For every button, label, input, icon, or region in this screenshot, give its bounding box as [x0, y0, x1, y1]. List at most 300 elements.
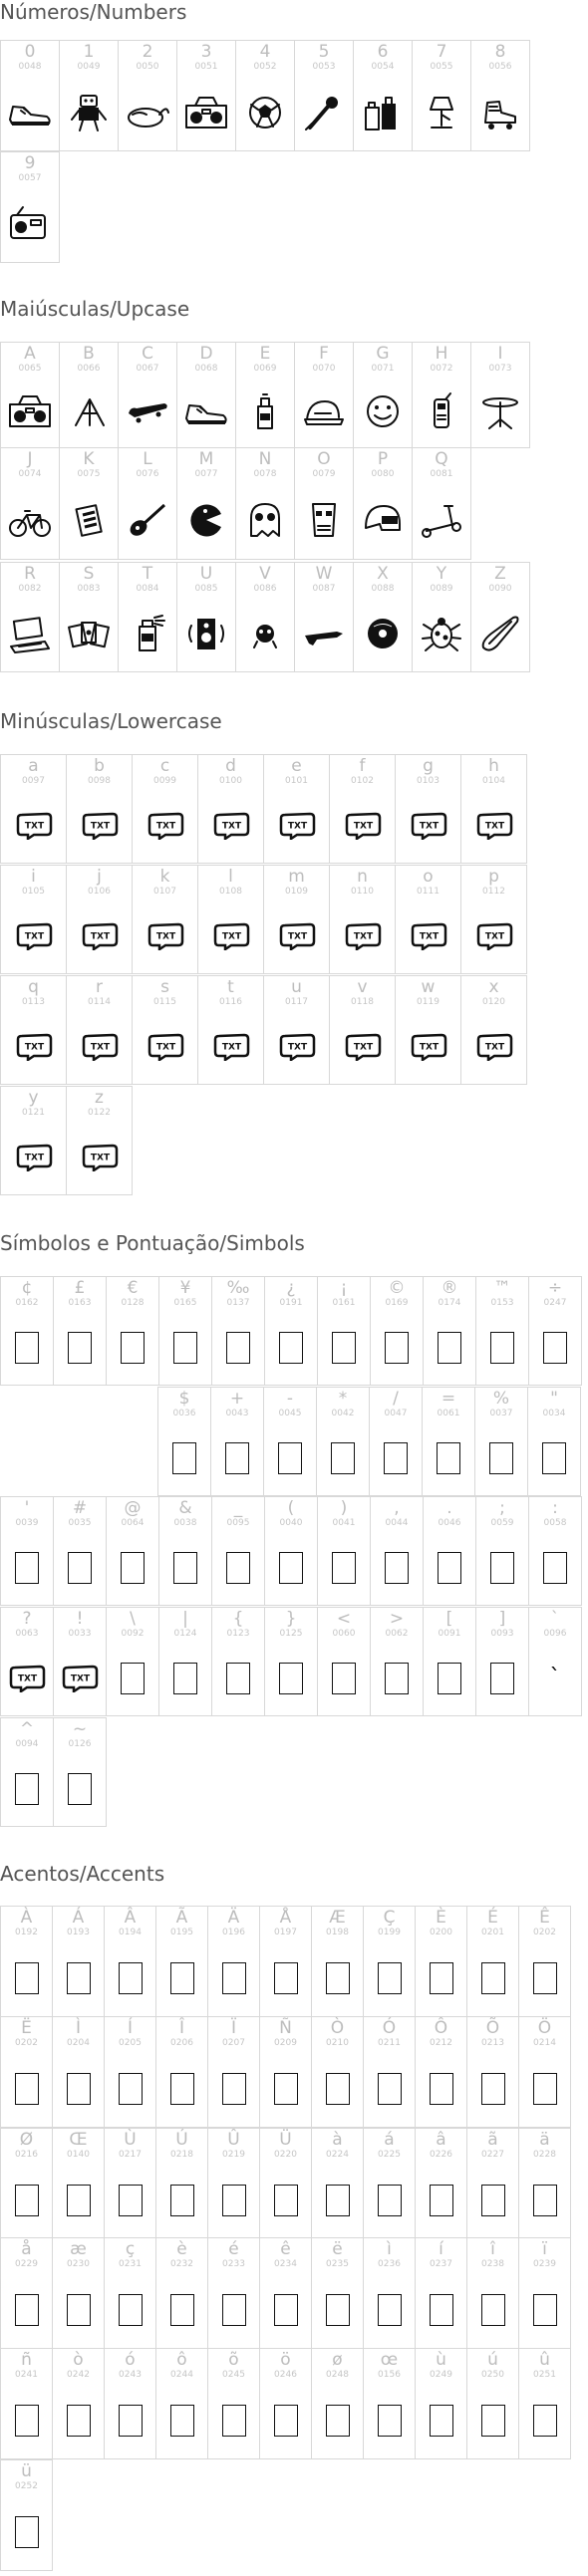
character-code: 0061 [437, 1409, 460, 1418]
character-code: 0246 [274, 2370, 297, 2380]
character-cell [518, 1906, 571, 2017]
character-label: å [21, 2239, 32, 2259]
missing-glyph-box [476, 1648, 528, 1709]
character-code: 0059 [490, 1518, 514, 1528]
character-cell [211, 1607, 265, 1716]
character-code: 0068 [194, 364, 218, 374]
character-label: œ [380, 2350, 399, 2370]
character-cell [0, 1086, 67, 1195]
missing-glyph-box [105, 2389, 155, 2452]
character-label: á [384, 2130, 395, 2150]
missing-glyph-box [212, 1537, 264, 1599]
character-cell [197, 754, 264, 864]
character-cell [263, 865, 330, 974]
glyph-box [490, 1552, 514, 1584]
character-label: Z [494, 564, 506, 584]
character-code: 0161 [332, 1298, 356, 1308]
glyph-box [15, 2516, 39, 2548]
glyph-box [378, 2405, 402, 2437]
character-code: 0043 [225, 1409, 249, 1418]
character-code: 0193 [67, 1928, 90, 1937]
character-label: ê [280, 2239, 291, 2259]
character-code: 0095 [226, 1518, 250, 1528]
character-cell [118, 40, 177, 151]
character-cell [466, 2016, 519, 2128]
glyph-box [67, 1962, 91, 1994]
glyph-box [533, 1962, 557, 1994]
missing-glyph-box [424, 1537, 475, 1599]
missing-glyph-box [312, 1946, 363, 2010]
missing-glyph-box [54, 1758, 106, 1820]
logo-badge-icon [198, 795, 263, 857]
character-cell [155, 2128, 208, 2239]
character-code: 0083 [77, 584, 101, 594]
character-cell [0, 562, 60, 672]
glyph-box [385, 1332, 409, 1364]
character-label: Y [436, 564, 447, 584]
character-label: ï [542, 2239, 547, 2259]
character-label: ú [487, 2350, 498, 2370]
character-cell [395, 975, 461, 1085]
character-label: Ú [175, 2130, 188, 2150]
missing-glyph-box [260, 2389, 311, 2452]
character-code: 0216 [15, 2150, 38, 2160]
character-cell [259, 1906, 312, 2017]
glyph-box [15, 1962, 39, 1994]
missing-glyph-box [519, 2169, 570, 2232]
character-code: 0045 [278, 1409, 302, 1418]
character-label: S [83, 564, 95, 584]
svg-text:TXT: TXT [353, 931, 373, 942]
glyph-box [222, 1962, 246, 1994]
character-label: ä [539, 2130, 550, 2150]
glyph-box [119, 2185, 143, 2216]
glyph-box [278, 1442, 302, 1474]
logo-badge-icon [461, 905, 526, 967]
missing-glyph-box [156, 2389, 207, 2452]
character-label: d [225, 756, 236, 776]
missing-glyph-box [156, 2169, 207, 2232]
character-label: ® [441, 1278, 458, 1298]
character-cell [259, 2016, 312, 2128]
glyph-box [226, 1663, 250, 1694]
logo-badge-icon [133, 905, 197, 967]
cymbal-icon [471, 381, 529, 441]
character-cell [0, 2348, 53, 2459]
missing-glyph-box [364, 2057, 415, 2121]
character-cell [329, 975, 396, 1085]
missing-glyph-box [416, 2278, 466, 2342]
character-cell [157, 1387, 211, 1496]
character-cell [353, 447, 413, 560]
character-cell [412, 447, 471, 560]
missing-glyph-box [1, 1946, 52, 2010]
glyph-box [67, 2405, 91, 2437]
character-code: 0047 [384, 1409, 408, 1418]
character-label: Ò [330, 2018, 345, 2038]
missing-glyph-box [265, 1317, 317, 1379]
character-code: 0116 [219, 997, 242, 1007]
character-code: 0065 [18, 364, 42, 374]
glyph-box [533, 2405, 557, 2437]
character-cell [118, 342, 177, 448]
character-label: ? [22, 1609, 32, 1629]
character-cell [311, 2237, 364, 2349]
character-cell [475, 1496, 529, 1606]
missing-glyph-box [1, 1537, 53, 1599]
missing-glyph-box [105, 2169, 155, 2232]
character-cell [263, 975, 330, 1085]
character-code: 0107 [153, 887, 176, 897]
character-cell [264, 1607, 318, 1716]
glyph-box [332, 1332, 356, 1364]
character-cell [155, 1906, 208, 2017]
character-label: ø [332, 2350, 343, 2370]
character-label: ü [21, 2461, 32, 2481]
missing-glyph-box [260, 1946, 311, 2010]
glyph-box [222, 2405, 246, 2437]
glyph-box [430, 1962, 453, 1994]
character-label: [ [445, 1609, 453, 1629]
character-cell [197, 865, 264, 974]
character-cell [59, 40, 119, 151]
character-label: A [24, 344, 36, 364]
missing-glyph-box [364, 2389, 415, 2452]
logo-badge-icon [67, 1016, 132, 1078]
boombox-icon [177, 81, 235, 144]
soccer-ball-icon [236, 81, 294, 144]
glyph-box [533, 2294, 557, 2326]
glyph-box [326, 2405, 350, 2437]
glyph-box [222, 2294, 246, 2326]
character-cell [104, 2348, 156, 2459]
character-cell [370, 1276, 424, 1386]
character-label: ¢ [21, 1278, 33, 1298]
character-code: 0049 [77, 62, 101, 72]
svg-text:TXT: TXT [24, 1153, 44, 1163]
logo-badge-icon [264, 905, 329, 967]
character-label: Â [124, 1908, 137, 1928]
character-label: X [377, 564, 389, 584]
character-label: + [229, 1389, 245, 1409]
svg-text:TXT: TXT [287, 1042, 307, 1053]
character-cell [132, 865, 198, 974]
glyph-box [119, 2294, 143, 2326]
character-cell [466, 1906, 519, 2017]
character-cell [0, 1717, 54, 1827]
character-cell [423, 1496, 476, 1606]
missing-glyph-box [467, 2057, 518, 2121]
character-code: 0162 [15, 1298, 39, 1308]
glyph-box [378, 2294, 402, 2326]
character-cell [66, 975, 133, 1085]
character-cell [106, 1607, 159, 1716]
guitar-icon [119, 486, 176, 553]
character-code: 0118 [351, 997, 374, 1007]
character-cell [207, 1906, 260, 2017]
svg-text:TXT: TXT [221, 931, 241, 942]
character-cell [474, 1387, 528, 1496]
character-code: 0123 [226, 1629, 250, 1639]
character-code: 0039 [15, 1518, 39, 1528]
character-code: 0109 [285, 887, 308, 897]
glyph-box [15, 1773, 39, 1805]
glyph-box [481, 2294, 505, 2326]
character-label: ã [487, 2130, 498, 2150]
missing-glyph-box [364, 1946, 415, 2010]
character-label: ÷ [547, 1278, 563, 1298]
character-label: l [228, 867, 233, 887]
glyph-box [274, 1962, 298, 1994]
missing-glyph-box [424, 1648, 475, 1709]
missing-glyph-box [260, 2057, 311, 2121]
missing-glyph-box [212, 1317, 264, 1379]
character-code: 0087 [312, 584, 336, 594]
character-cell [317, 1607, 371, 1716]
guitar-stand-icon [60, 381, 118, 441]
ghost-icon [236, 486, 294, 553]
missing-glyph-box [260, 2278, 311, 2342]
character-cell [363, 2237, 416, 2349]
character-code: 0243 [119, 2370, 142, 2380]
svg-text:TXT: TXT [24, 821, 44, 832]
section-title: Números/Numbers [0, 0, 187, 24]
character-label: À [20, 1908, 33, 1928]
character-label: $ [178, 1389, 190, 1409]
missing-glyph-box [208, 1946, 259, 2010]
speaker-icon [177, 601, 235, 665]
glyph-box [430, 2294, 453, 2326]
alien-icon [236, 601, 294, 665]
character-cell [158, 1607, 212, 1716]
character-label: . [446, 1498, 452, 1518]
character-cell [369, 1387, 423, 1496]
character-code: 0094 [15, 1739, 39, 1749]
glyph-box [15, 1332, 39, 1364]
character-cell [0, 1276, 54, 1386]
character-cell [460, 754, 527, 864]
missing-glyph-box [54, 1317, 106, 1379]
character-label: u [291, 977, 302, 997]
character-label: Û [227, 2130, 240, 2150]
character-code: 0202 [533, 1928, 556, 1937]
character-cell [235, 447, 295, 560]
character-cell [207, 2237, 260, 2349]
character-label: 2 [142, 42, 153, 62]
character-cell [470, 40, 530, 151]
character-cell [528, 1607, 582, 1716]
character-code: 0089 [430, 584, 453, 594]
character-code: 0085 [194, 584, 218, 594]
missing-glyph-box [467, 2389, 518, 2452]
glyph-box [481, 2405, 505, 2437]
character-code: 0196 [222, 1928, 245, 1937]
character-code: 0192 [15, 1928, 38, 1937]
logo-badge-icon [198, 1016, 263, 1078]
character-code: 0122 [88, 1108, 111, 1118]
missing-glyph-box [467, 2278, 518, 2342]
svg-text:TXT: TXT [484, 1042, 504, 1053]
character-label: C [142, 344, 153, 364]
glyph-box [438, 1663, 461, 1694]
character-code: 0097 [22, 776, 45, 786]
svg-text:TXT: TXT [353, 821, 373, 832]
glyph-box [170, 2073, 194, 2105]
character-code: 0212 [430, 2038, 452, 2048]
spray-can-icon [119, 601, 176, 665]
character-label: ç [125, 2239, 136, 2259]
missing-glyph-box [265, 1537, 317, 1599]
svg-text:TXT: TXT [17, 1674, 38, 1684]
missing-glyph-box [264, 1427, 316, 1489]
missing-glyph-box [211, 1427, 263, 1489]
character-code: 0080 [371, 469, 395, 479]
logo-badge-icon [1, 905, 66, 967]
character-code: 0250 [481, 2370, 504, 2380]
spray-cans-icon [354, 81, 412, 144]
missing-glyph-box [1, 2389, 52, 2452]
surfboard-icon [471, 601, 529, 665]
laptop-icon [1, 601, 59, 665]
character-label: / [393, 1389, 399, 1409]
glyph-box [173, 1663, 197, 1694]
character-code: 0060 [332, 1629, 356, 1639]
missing-glyph-box [519, 2389, 570, 2452]
character-code: 0239 [533, 2259, 556, 2269]
character-code: 0051 [194, 62, 218, 72]
smiley-icon [354, 381, 412, 441]
glyph-box [542, 1442, 566, 1474]
character-cell [294, 40, 354, 151]
glyph-box [489, 1442, 513, 1474]
glyph-box [279, 1332, 303, 1364]
character-code: 0140 [67, 2150, 90, 2160]
character-label: L [143, 449, 152, 469]
character-code: 0197 [274, 1928, 297, 1937]
glyph-box [438, 1552, 461, 1584]
character-cell [0, 865, 67, 974]
character-code: 0165 [173, 1298, 197, 1308]
glyph-box [279, 1552, 303, 1584]
character-label: Ê [539, 1908, 550, 1928]
character-label: o [423, 867, 434, 887]
character-cell [53, 1276, 107, 1386]
character-code: 0194 [119, 1928, 142, 1937]
missing-glyph-box [208, 2389, 259, 2452]
missing-glyph-box [105, 2278, 155, 2342]
glyph-box [173, 1552, 197, 1584]
character-cell [104, 1906, 156, 2017]
missing-glyph-box [105, 2057, 155, 2121]
character-label: Œ [69, 2130, 88, 2150]
mask-icon [295, 486, 353, 553]
glyph-box [226, 1332, 250, 1364]
character-label: Ô [434, 2018, 448, 2038]
glyph-box [119, 1962, 143, 1994]
character-code: 0209 [274, 2038, 297, 2048]
character-cell [528, 1276, 582, 1386]
missing-glyph-box [159, 1317, 211, 1379]
character-cell [311, 2016, 364, 2128]
character-cell [118, 447, 177, 560]
character-code: 0090 [488, 584, 512, 594]
character-code: 0198 [326, 1928, 349, 1937]
character-label: m [288, 867, 305, 887]
character-code: 0217 [119, 2150, 142, 2160]
glyph-box [15, 1552, 39, 1584]
glyph-box [279, 1663, 303, 1694]
character-code: 0112 [482, 887, 505, 897]
missing-glyph-box [53, 1946, 104, 2010]
character-label: f [359, 756, 366, 776]
character-label: = [441, 1389, 456, 1409]
character-code: 0108 [219, 887, 242, 897]
character-code: 0092 [121, 1629, 145, 1639]
character-cell [475, 1607, 529, 1716]
svg-text:TXT: TXT [155, 821, 175, 832]
character-code: 0098 [88, 776, 111, 786]
character-code: 0070 [312, 364, 336, 374]
character-code: 0214 [533, 2038, 556, 2048]
missing-glyph-box [467, 2169, 518, 2232]
character-cell [106, 1496, 159, 1606]
glyph-box [430, 2405, 453, 2437]
character-label: € [127, 1278, 139, 1298]
section-title: Símbolos e Pontuação/Simbols [0, 1231, 305, 1255]
character-code: 0206 [170, 2038, 193, 2048]
character-label: ô [176, 2350, 187, 2370]
logo-badge-icon [67, 905, 132, 967]
character-cell [294, 447, 354, 560]
character-cell [0, 2016, 53, 2128]
glyph-box [331, 1442, 355, 1474]
character-cell [317, 1276, 371, 1386]
logo-badge-icon [396, 795, 460, 857]
phone-icon [413, 381, 470, 441]
character-label: ö [280, 2350, 291, 2370]
character-label: 1 [83, 42, 95, 62]
character-cell [518, 2237, 571, 2349]
character-cell [363, 2128, 416, 2239]
character-code: 0063 [15, 1629, 39, 1639]
character-cell [363, 1906, 416, 2017]
missing-glyph-box [519, 2278, 570, 2342]
missing-glyph-box [416, 2169, 466, 2232]
character-code: 0220 [274, 2150, 297, 2160]
character-code: 0105 [22, 887, 45, 897]
logo-badge-icon [461, 1016, 526, 1078]
character-cell [106, 1276, 159, 1386]
character-label: 8 [494, 42, 506, 62]
character-code: 0230 [67, 2259, 90, 2269]
character-code: 0227 [481, 2150, 504, 2160]
missing-glyph-box [156, 1946, 207, 2010]
character-code: 0079 [312, 469, 336, 479]
character-label: ñ [21, 2350, 32, 2370]
character-code: 0036 [172, 1409, 196, 1418]
glyph-box [67, 2294, 91, 2326]
character-cell [0, 1496, 54, 1606]
character-label: û [539, 2350, 550, 2370]
computer-mouse-icon [119, 81, 176, 144]
character-code: 0101 [285, 776, 308, 786]
character-cell [0, 447, 60, 560]
character-label: é [228, 2239, 239, 2259]
character-cell [0, 40, 60, 151]
character-code: 0211 [378, 2038, 401, 2048]
svg-text:TXT: TXT [287, 821, 307, 832]
character-code: 0050 [136, 62, 159, 72]
